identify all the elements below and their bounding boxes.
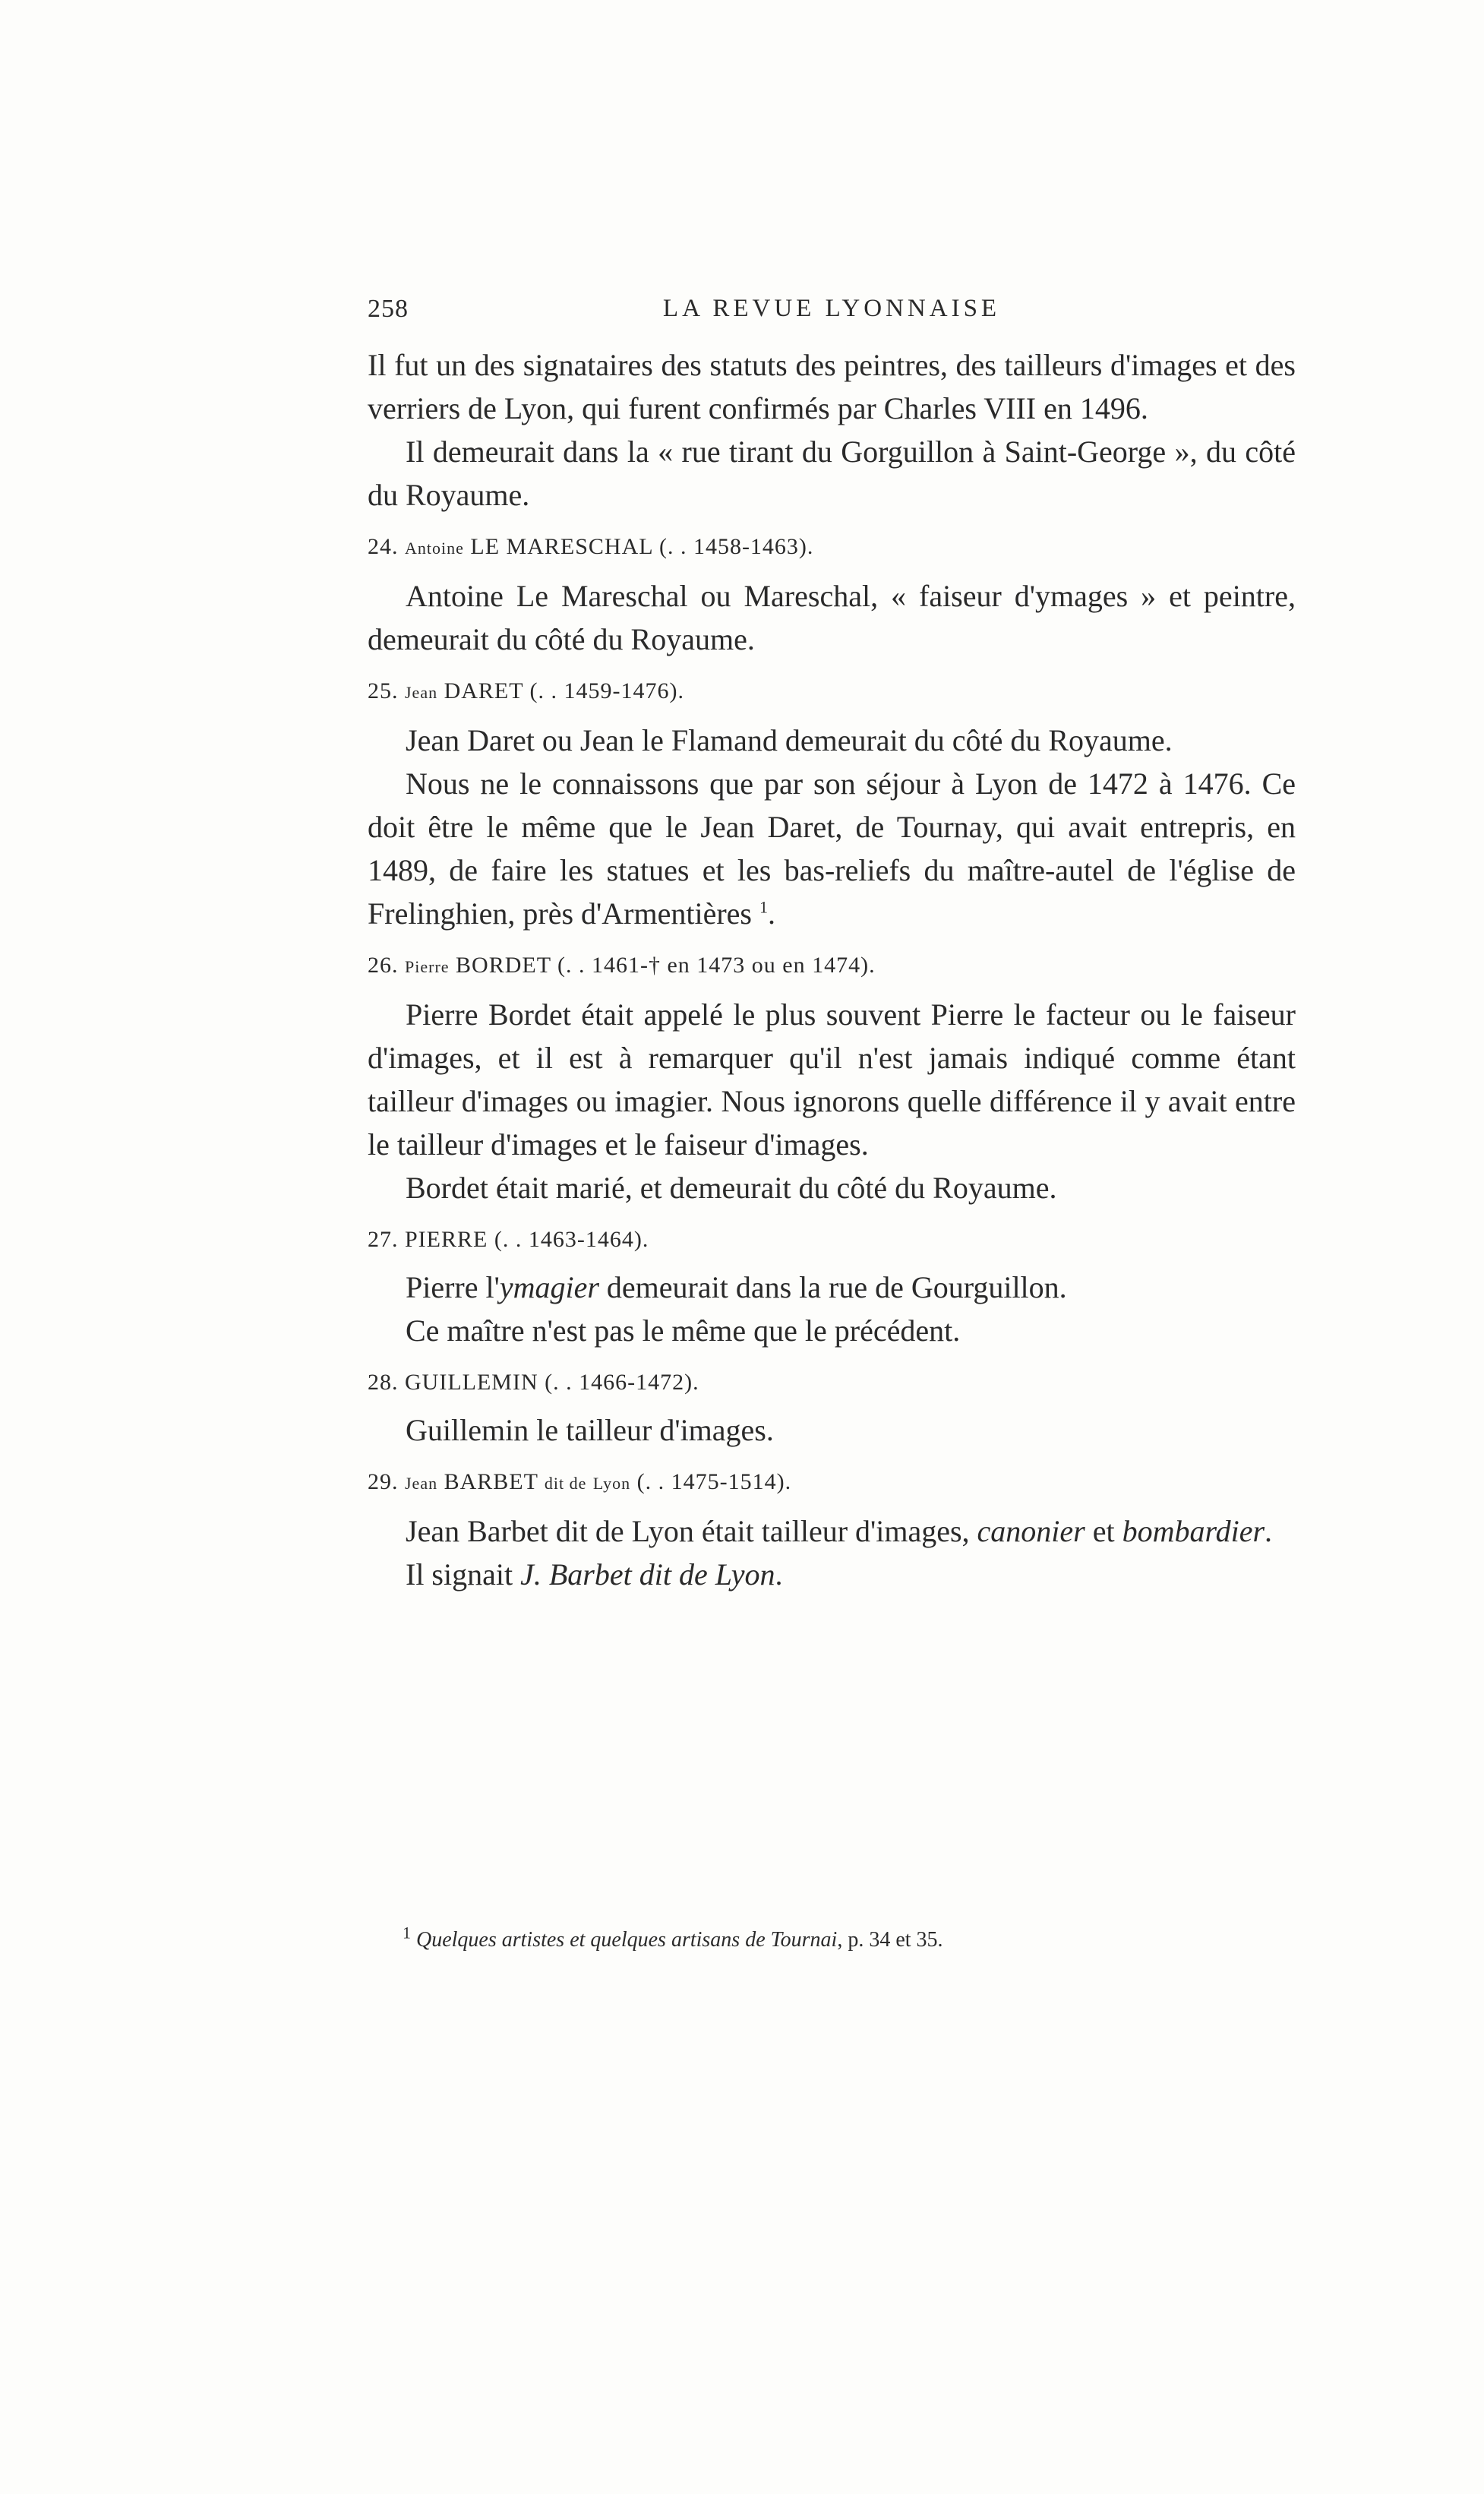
footnote	[403, 1925, 1276, 1955]
page-header	[368, 295, 1296, 333]
entry-last-name: DARET	[444, 678, 524, 703]
entry-29-signature-end: .	[775, 1557, 783, 1592]
entry-first-name: Pierre	[405, 957, 450, 976]
entry-heading-29	[368, 1467, 1296, 1499]
entry-26-paragraph-2: Bordet était marié, et demeurait du côté du Royaume.	[406, 1171, 1057, 1205]
entry-alias: Lyon	[592, 1474, 631, 1493]
entry-heading-27	[368, 1225, 1296, 1255]
running-title: LA REVUE LYONNAISE	[662, 295, 1001, 322]
entry-27-italic: ymagier	[499, 1270, 599, 1304]
entry-dates: (. . 1458-1463).	[658, 534, 814, 559]
entry-heading-25	[368, 676, 1296, 708]
entry-29-signature: J. Barbet dit de Lyon	[520, 1557, 775, 1592]
entry-29-signature-lead: Il signait	[406, 1557, 521, 1592]
entry-last-name: BORDET	[456, 953, 551, 978]
entry-27-paragraph-2: Ce maître n'est pas le même que le précédent.	[406, 1313, 961, 1348]
footnote-reference[interactable]: 1	[759, 897, 768, 917]
entry-27-paragraph-1	[368, 1266, 1296, 1309]
entry-heading-28	[368, 1367, 1296, 1398]
entry-29-italic-canonier: canonier	[977, 1514, 1085, 1548]
entry-last-name: PIERRE	[405, 1227, 488, 1252]
entry-24-paragraph-1: Antoine Le Mareschal ou Mareschal, « faiseur d'ymages » et peintre, demeurait du côté du Royaume.	[368, 579, 1296, 656]
entry-number: 25.	[368, 678, 399, 703]
entry-28-paragraph-1: Guillemin le tailleur d'images.	[406, 1413, 774, 1447]
entry-dates: (. . 1466-1472).	[545, 1370, 699, 1395]
entry-29-paragraph-2	[368, 1553, 1296, 1596]
intro-paragraph-2: Il demeurait dans la « rue tirant du Gorguillon à Saint-George », du côté du Royaume.	[368, 435, 1296, 512]
entry-27-text-end: demeurait dans la rue de Gourguillon.	[598, 1270, 1067, 1304]
entry-first-name: Jean	[405, 683, 438, 702]
entry-29-text: Jean Barbet dit de Lyon était tailleur d'images,	[406, 1514, 977, 1548]
entry-number: 28.	[368, 1370, 399, 1395]
entry-last-name: GUILLEMIN	[405, 1370, 538, 1395]
entry-dates: (. . 1459-1476).	[529, 678, 685, 703]
intro-paragraph-1: Il fut un des signataires des statuts des peintres, des tailleurs d'images et des verriers de Lyon, qui furent confirmés par Charles VIII en 1496.	[368, 348, 1296, 425]
entry-26-paragraph-1: Pierre Bordet était appelé le plus souvent Pierre le facteur ou le faiseur d'images, et il est à remarquer qu'il n'est jamais indiqué comme étant tailleur d'images ou imagier. Nous ignorons quelle différence il y avait entre le tailleur d'images et le faiseur d'images.	[368, 997, 1296, 1162]
entry-dit: dit de	[544, 1474, 587, 1493]
footnote-title: Quelques artistes et quelques artisans de Tournai	[416, 1928, 838, 1952]
entry-number: 24.	[368, 534, 399, 559]
footnote-mark: 1	[403, 1923, 411, 1942]
entry-29-italic-bombardier: bombardier	[1122, 1514, 1265, 1548]
entry-29-paragraph-1	[368, 1509, 1296, 1553]
entry-number: 26.	[368, 953, 399, 978]
entry-25-paragraph-2-text: Nous ne le connaissons que par son séjour à Lyon de 1472 à 1476. Ce doit être le même que le Jean Daret, de Tournay, qui avait entrepris, en 1489, de faire les statues et les bas-reliefs du maître-autel de l'église de Frelinghien, près d'Armentières	[368, 767, 1296, 931]
entry-heading-26	[368, 950, 1296, 982]
entry-heading-24	[368, 532, 1296, 564]
entry-last-name: BARBET	[444, 1469, 538, 1494]
page-number: 258	[368, 295, 409, 323]
entry-dates: (. . 1475-1514).	[636, 1469, 792, 1494]
entry-number: 29.	[368, 1469, 399, 1494]
body-text	[368, 343, 1296, 1596]
entry-first-name: Jean	[405, 1474, 438, 1493]
entry-dates: (. . 1461-† en 1473 ou en 1474).	[557, 953, 876, 978]
entry-number: 27.	[368, 1227, 399, 1252]
entry-last-name: LE MARESCHAL	[470, 534, 653, 559]
entry-29-text-middle: et	[1085, 1514, 1122, 1548]
entry-first-name: Antoine	[405, 539, 464, 558]
entry-25-paragraph-1: Jean Daret ou Jean le Flamand demeurait du côté du Royaume.	[406, 723, 1173, 757]
entry-dates: (. . 1463-1464).	[494, 1227, 649, 1252]
entry-25-paragraph-2: Nous ne le connaissons que par son séjour à Lyon de 1472 à 1476. Ce doit être le même que le Jean Daret, de Tournay, qui avait entrepris, en 1489, de faire les statues et les bas-reliefs du maître-autel de l'église de Frelinghien, près d'Armentières $^1$.	[368, 767, 1296, 931]
footnote-pages: , p. 34 et 35.	[837, 1928, 943, 1952]
entry-29-text-end: .	[1265, 1514, 1273, 1548]
entry-27-text: Pierre l'	[406, 1270, 500, 1304]
